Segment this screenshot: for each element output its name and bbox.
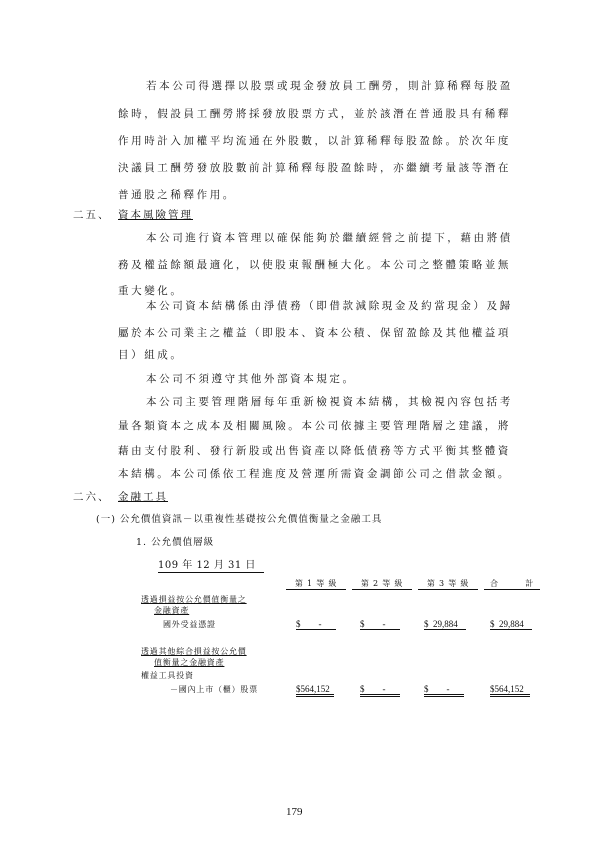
para1-line-3: 作用時計入加權平均流通在外股數，以計算稀釋每股盈餘。於次年度 — [118, 135, 511, 147]
section-25-title: 資本風險管理 — [118, 209, 193, 221]
group2-level-1-value: $564,152 — [296, 684, 334, 697]
para5-line-1: 本公司主要管理階層每年重新檢視資本結構，其檢視內容包括考 — [146, 396, 513, 408]
para3-line-3: 目）組成。 — [118, 349, 184, 361]
group2-title-line-1: 透過其他綜合損益按公允價 — [141, 647, 247, 656]
subsection-fair-value-hierarchy: 1. 公允價值層級 — [136, 537, 215, 548]
group1-title-line-1: 透過損益按公允價值衡量之 — [141, 595, 247, 604]
header-level-1: 第 1 等 級 — [286, 578, 346, 590]
para3-line-2: 屬於本公司業主之權益（即股本、資本公積、保留盈餘及其他權益項 — [118, 327, 511, 339]
group2-total-value: $564,152 — [490, 684, 530, 697]
page-number: 179 — [286, 806, 303, 818]
subsection-fair-value-info: (一) 公允價值資訊－以重複性基礎按公允價值衡量之金融工具 — [96, 514, 383, 525]
para2-line-2: 務及權益餘額最適化，以使股東報酬極大化。本公司之整體策略並無 — [118, 259, 511, 271]
group1-level-2-value: $ - — [360, 619, 400, 630]
group2-level-2-value: $ - — [360, 684, 400, 697]
table-date: 109 年 12 月 31 日 — [158, 556, 264, 573]
para5-line-3: 藉由支付股利、發行新股或出售資產以降低債務等方式平衡其整體資 — [118, 445, 511, 457]
para2-line-3: 重大變化。 — [118, 285, 184, 297]
para3-line-1: 本公司資本結構係由淨債務（即借款減除現金及約當現金）及歸 — [146, 300, 513, 312]
group1-row-label: 國外受益憑證 — [163, 620, 216, 629]
para1-line-5: 普通股之稀釋作用。 — [118, 189, 236, 201]
header-level-3: 第 3 等 級 — [418, 578, 478, 590]
para5-line-2: 量各類資本之成本及相關風險。本公司依據主要管理階層之建議，將 — [118, 420, 511, 432]
para4-line-1: 本公司不須遵守其他外部資本規定。 — [146, 373, 356, 385]
group1-title-line-2: 金融資產 — [154, 606, 190, 615]
group2-title-line-2: 值衡量之金融資產 — [154, 658, 225, 667]
group1-level-3-value: $ 29,884 — [424, 619, 466, 630]
section-26-title: 金融工具 — [118, 491, 168, 503]
group2-row-label: －國內上市（櫃）股票 — [170, 685, 258, 694]
para1-line-1: 若本公司得選擇以股票或現金發放員工酬勞，則計算稀釋每股盈 — [146, 80, 513, 92]
group1-total-value: $ 29,884 — [490, 619, 532, 630]
para5-line-4: 本結構。本公司係依工程進度及營運所需資金調節公司之借款金額。 — [118, 468, 511, 480]
header-total: 合 計 — [484, 578, 540, 590]
group2-subtitle: 權益工具投資 — [141, 671, 194, 680]
para1-line-2: 餘時，假設員工酬勞將採發放股票方式，並於該潛在普通股具有稀釋 — [118, 108, 511, 120]
para1-line-4: 決議員工酬勞發放股數前計算稀釋每股盈餘時，亦繼續考量該等潛在 — [118, 162, 511, 174]
section-25-number: 二五、 — [73, 209, 111, 221]
header-level-2: 第 2 等 級 — [352, 578, 412, 590]
group1-level-1-value: $ - — [296, 619, 336, 630]
para2-line-1: 本公司進行資本管理以確保能夠於繼續經營之前提下，藉由將債 — [146, 232, 513, 244]
group2-level-3-value: $ - — [424, 684, 464, 697]
section-26-number: 二六、 — [73, 491, 111, 503]
